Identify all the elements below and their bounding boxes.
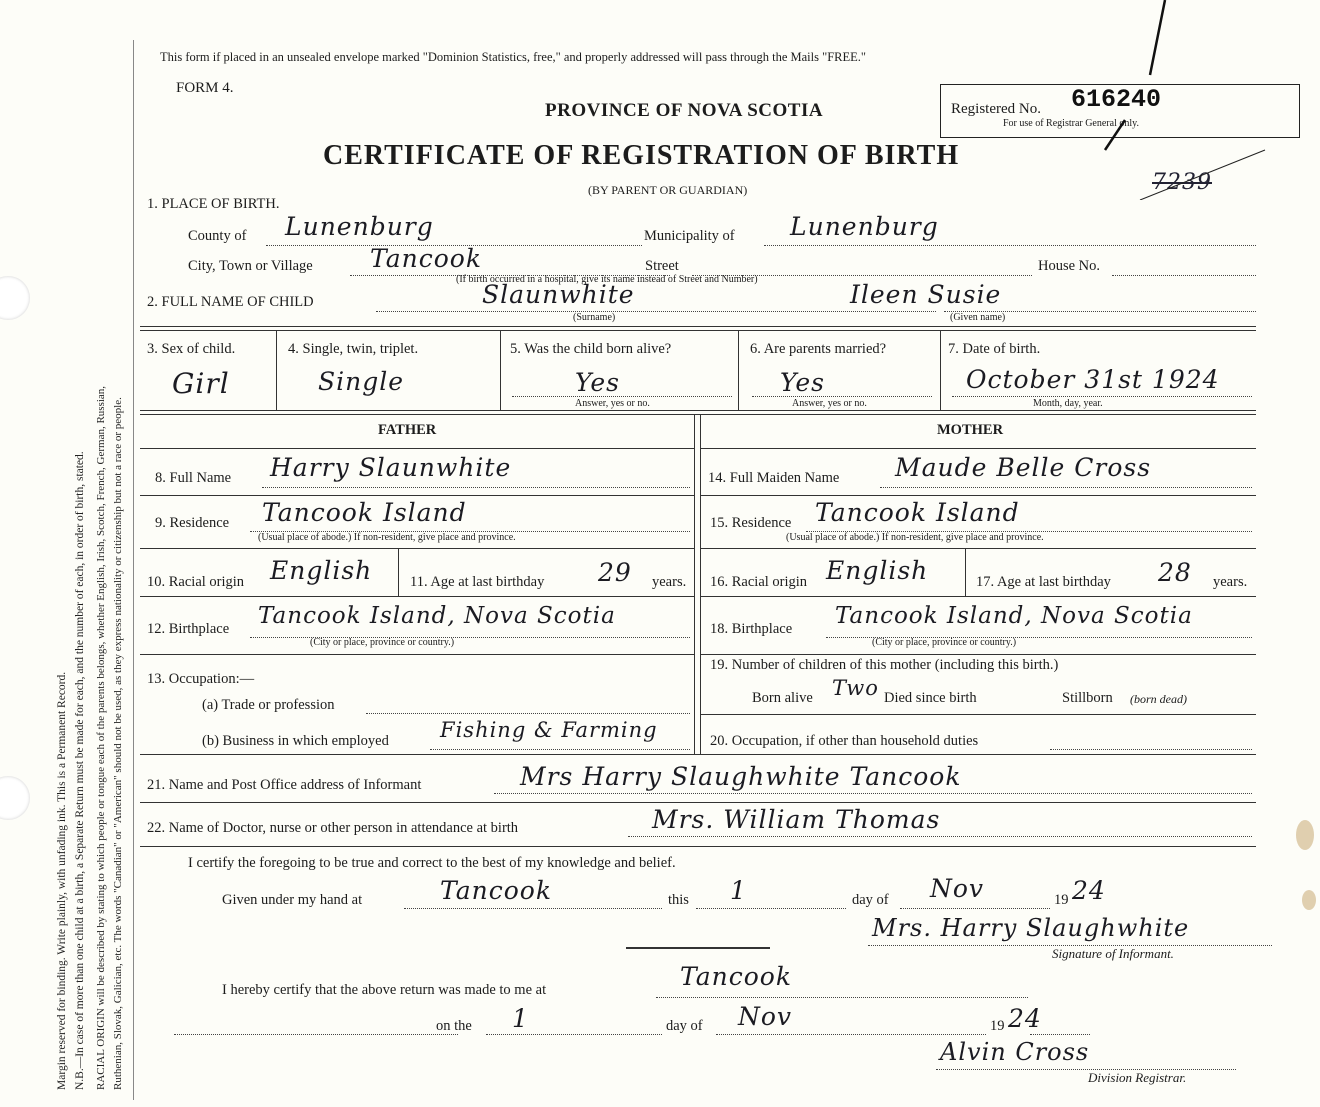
father-racial-label: 10. Racial origin: [147, 574, 245, 590]
stain: [1296, 820, 1314, 850]
registrar-month: Nov: [738, 1002, 793, 1031]
registrar-use-note: For use of Registrar General only.: [1003, 118, 1139, 129]
dob-label: 7. Date of birth.: [948, 341, 1041, 357]
municipality-label: Municipality of: [644, 228, 735, 244]
punch-hole-bottom: [0, 776, 30, 820]
stillborn-label: Stillborn: [1062, 690, 1113, 706]
given-under-label: Given under my hand at: [222, 892, 363, 908]
margin-note-racial-origin: RACIAL ORIGIN will be described by stating to which people or tongue each of the parents belongs, whether English, Irish, Scotch, French, German, Russian,: [95, 385, 107, 1090]
registered-label: Registered No.: [951, 101, 1041, 117]
single-value: Single: [318, 367, 405, 396]
mother-city-note: (City or place, province or country.): [872, 637, 1017, 648]
father-racial: English: [270, 556, 373, 585]
city-label: City, Town or Village: [188, 258, 313, 274]
father-name-label: 8. Full Name: [155, 470, 232, 486]
child-given-name: Ileen Susie: [850, 280, 1002, 309]
died-since-birth-label: Died since birth: [884, 690, 977, 706]
mother-birthplace: Tancook Island, Nova Scotia: [835, 603, 1193, 629]
mother-residence: Tancook Island: [815, 498, 1020, 527]
dob-caption: Month, day, year.: [1033, 398, 1103, 409]
single-label: 4. Single, twin, triplet.: [288, 341, 419, 357]
father-occupation-label: 13. Occupation:—: [147, 671, 255, 687]
city-value: Tancook: [370, 244, 482, 273]
parents-married-label: 6. Are parents married?: [750, 341, 887, 357]
certification-day: 1: [730, 876, 747, 905]
mother-racial-label: 16. Racial origin: [710, 574, 808, 590]
informant-label: 21. Name and Post Office address of Informant: [147, 777, 422, 793]
mother-occupation-label: 20. Occupation, if other than household duties: [710, 733, 979, 749]
mother-age-label: 17. Age at last birthday: [976, 574, 1111, 590]
certification-day-of-label: day of: [852, 892, 889, 908]
born-alive-count: Two: [832, 676, 879, 700]
margin-note-binding: Margin reserved for binding. Write plainly, with unfading ink. This is a Permanent Record.: [56, 671, 68, 1090]
mother-age: 28: [1158, 558, 1192, 587]
registrar-place: Tancook: [680, 962, 792, 991]
margin-note-multiple-births: N.B.—In case of more than one child at a birth, a Separate Return must be made for each, and the number of each, in order of birth, stated.: [74, 451, 86, 1090]
sex-value: Girl: [172, 367, 230, 400]
registrar-year-prefix: 19: [990, 1018, 1005, 1034]
mother-birthplace-label: 18. Birthplace: [710, 621, 793, 637]
mother-name-label: 14. Full Maiden Name: [708, 470, 840, 486]
father-abode-note: (Usual place of abode.) If non-resident, give place and province.: [258, 532, 516, 543]
signature-caption: Signature of Informant.: [1052, 946, 1174, 961]
surname-caption: (Surname): [573, 312, 616, 323]
house-label: House No.: [1038, 258, 1101, 274]
doctor-label: 22. Name of Doctor, nurse or other person in attendance at birth: [147, 820, 519, 836]
father-trade-label: (a) Trade or profession: [202, 697, 335, 713]
dob-value: October 31st 1924: [966, 365, 1220, 394]
certificate-subtitle: (BY PARENT OR GUARDIAN): [588, 183, 748, 197]
registrar-caption: Division Registrar.: [1088, 1070, 1187, 1085]
old-number: 7239: [1152, 170, 1212, 195]
parents-married-value: Yes: [780, 368, 825, 397]
father-birthplace-label: 12. Birthplace: [147, 621, 230, 637]
province-heading: PROVINCE OF NOVA SCOTIA: [545, 100, 824, 121]
registrar-statement: I hereby certify that the above return was made to me at: [222, 982, 547, 998]
certification-year: 24: [1072, 876, 1106, 905]
born-alive-count-label: Born alive: [752, 690, 813, 706]
married-caption: Answer, yes or no.: [792, 398, 867, 409]
father-age-label: 11. Age at last birthday: [410, 574, 545, 590]
father-birthplace: Tancook Island, Nova Scotia: [258, 603, 616, 629]
father-business-label: (b) Business in which employed: [202, 733, 389, 749]
registrar-signature: Alvin Cross: [940, 1038, 1090, 1066]
mother-heading: MOTHER: [937, 422, 1004, 438]
stain: [1302, 890, 1316, 910]
father-business: Fishing & Farming: [440, 718, 658, 742]
registered-number: 616240: [1071, 85, 1162, 114]
certificate-title: CERTIFICATE OF REGISTRATION OF BIRTH: [323, 140, 960, 171]
father-residence: Tancook Island: [262, 498, 467, 527]
municipality-value: Lunenburg: [790, 212, 939, 241]
mother-children-label: 19. Number of children of this mother (including this birth.): [710, 657, 1059, 673]
margin-note-racial-origin-2: Ruthenian, Slovak, Galician, etc. The words "Canadian" or "American" should not be used, as they express nationality or citizenship but not a race or people.: [112, 397, 124, 1090]
child-name-label: 2. FULL NAME OF CHILD: [147, 294, 314, 310]
sex-label: 3. Sex of child.: [147, 341, 236, 357]
county-value: Lunenburg: [285, 212, 434, 241]
place-of-birth-label: 1. PLACE OF BIRTH.: [147, 196, 280, 212]
father-age: 29: [598, 558, 632, 587]
certification-year-prefix: 19: [1054, 892, 1069, 908]
stillborn-note: (born dead): [1130, 692, 1187, 706]
mother-racial: English: [826, 556, 929, 585]
registrar-day: 1: [512, 1004, 529, 1033]
county-label: County of: [188, 228, 247, 244]
mother-years: years.: [1213, 574, 1248, 590]
mailing-notice: This form if placed in an unsealed envelope marked "Dominion Statistics, free," and properly addressed will pass through the Mails "FREE.": [160, 50, 867, 64]
father-heading: FATHER: [378, 422, 437, 438]
given-name-caption: (Given name): [950, 312, 1006, 323]
born-alive-label: 5. Was the child born alive?: [510, 341, 672, 357]
certification-statement: I certify the foregoing to be true and correct to the best of my knowledge and belief.: [188, 855, 676, 871]
punch-hole-top: [0, 276, 30, 320]
given-place: Tancook: [440, 876, 552, 905]
alive-caption: Answer, yes or no.: [575, 398, 650, 409]
registrar-year: 24: [1008, 1004, 1042, 1033]
hospital-note: (If birth occurred in a hospital, give its name instead of Street and Number): [456, 274, 758, 285]
father-city-note: (City or place, province or country.): [310, 637, 455, 648]
this-label: this: [668, 892, 689, 908]
pen-mark: [0, 0, 1320, 200]
certification-month: Nov: [930, 874, 985, 903]
born-alive-value: Yes: [575, 368, 620, 397]
street-label: Street: [645, 258, 679, 274]
father-years: years.: [652, 574, 687, 590]
mother-abode-note: (Usual place of abode.) If non-resident, give place and province.: [786, 532, 1044, 543]
registrar-on-the-label: on the: [436, 1018, 472, 1034]
doctor-value: Mrs. William Thomas: [652, 805, 941, 834]
informant-value: Mrs Harry Slaughwhite Tancook: [520, 762, 962, 791]
mother-name: Maude Belle Cross: [895, 453, 1152, 482]
form-number: FORM 4.: [176, 80, 234, 96]
child-surname: Slaunwhite: [482, 280, 635, 309]
registrar-day-of-label: day of: [666, 1018, 703, 1034]
father-residence-label: 9. Residence: [155, 515, 230, 531]
father-name: Harry Slaunwhite: [270, 453, 512, 482]
mother-residence-label: 15. Residence: [710, 515, 792, 531]
informant-signature: Mrs. Harry Slaughwhite: [872, 914, 1190, 942]
